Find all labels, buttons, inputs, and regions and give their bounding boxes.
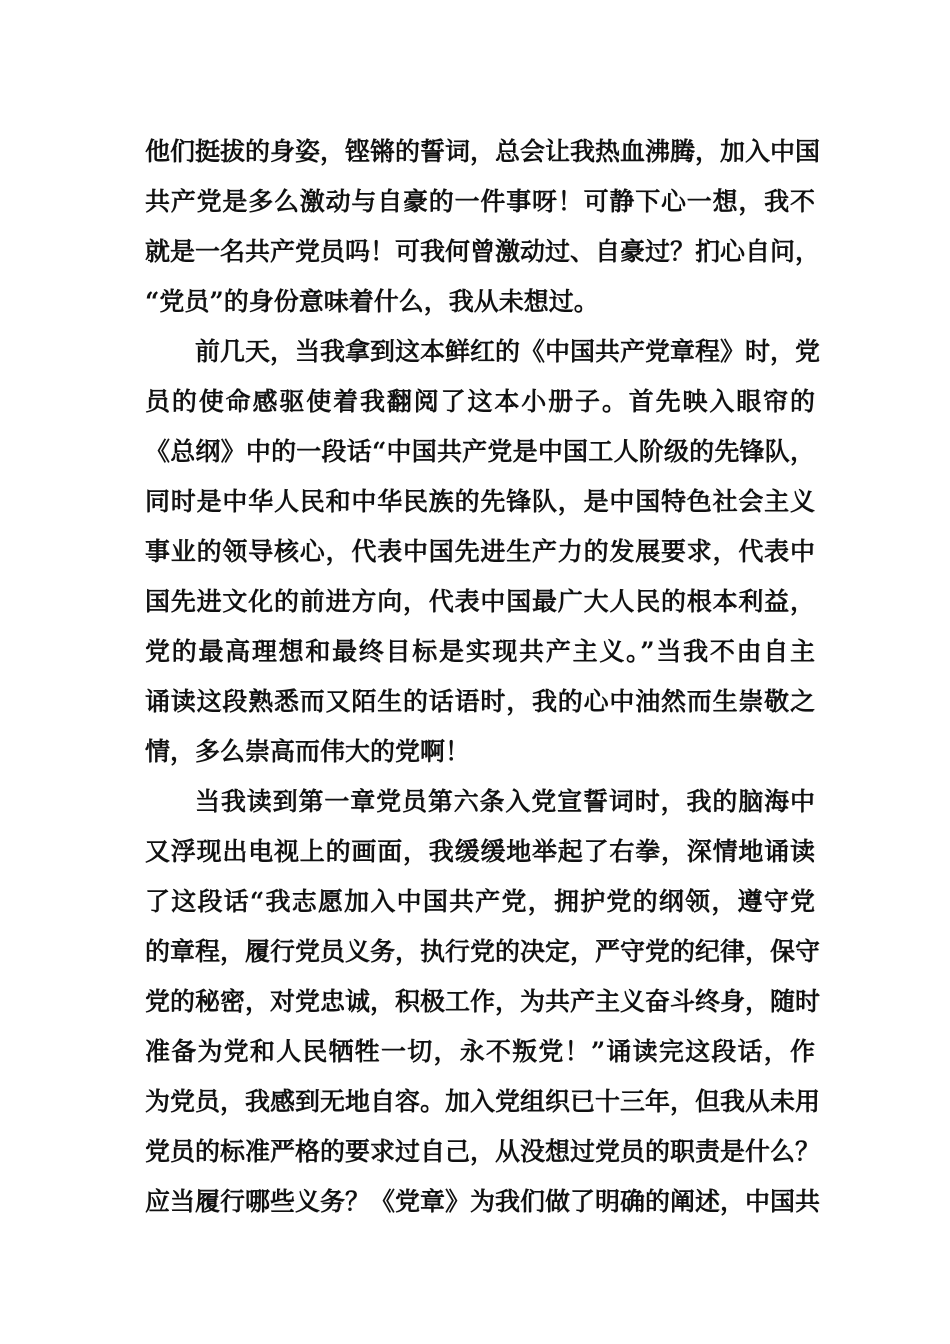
document-body [145,127,821,1227]
paragraph-1-line-4: “党员”的身份意味着什么，我从未想过。 [145,287,599,316]
paragraph-2-line-1: 前几天，当我拿到这本鲜红的《中国共产党章程》时，党 [195,337,821,366]
paragraph-3-line-9: 应当履行哪些义务？《党章》为我们做了明确的阐述，中国共 [145,1187,821,1216]
paragraph-2-line-4: 同时是中华人民和中华民族的先锋队，是中国特色社会主义 [145,487,815,516]
paragraph-1-line-3: 就是一名共产党员吗！可我何曾激动过、自豪过？扪心自问， [145,237,821,266]
paragraph-3-line-6: 准备为党和人民牺牲一切，永不叛党！”诵读完这段话，作 [145,1037,815,1066]
paragraph-3-line-4: 的章程，履行党员义务，执行党的决定，严守党的纪律，保守 [145,937,821,966]
paragraph-1-line-1: 他们挺拔的身姿，铿锵的誓词，总会让我热血沸腾，加入中国 [145,137,821,166]
paragraph-2-line-7: 党的最高理想和最终目标是实现共产主义。”当我不由自主 [145,637,815,666]
paragraph-3-line-8: 党员的标准严格的要求过自己，从没想过党员的职责是什么？ [145,1137,821,1166]
paragraph-2-line-2: 员的使命感驱使着我翻阅了这本小册子。首先映入眼帘的 [145,387,815,416]
paragraph-3-line-1: 当我读到第一章党员第六条入党宣誓词时，我的脑海中 [195,787,815,816]
paragraph-3-line-2: 又浮现出电视上的画面，我缓缓地举起了右拳，深情地诵读 [145,837,815,866]
paragraph-2-line-5: 事业的领导核心，代表中国先进生产力的发展要求，代表中 [145,537,815,566]
paragraph-1-line-2: 共产党是多么激动与自豪的一件事呀！可静下心一想，我不 [145,187,815,216]
paragraph-2-line-6: 国先进文化的前进方向，代表中国最广大人民的根本利益， [145,587,815,616]
paragraph-2-line-8: 诵读这段熟悉而又陌生的话语时，我的心中油然而生崇敬之 [145,687,815,716]
paragraph-3-line-7: 为党员，我感到无地自容。加入党组织已十三年，但我从未用 [145,1087,821,1116]
paragraph-3-line-3: 了这段话“我志愿加入中国共产党，拥护党的纲领，遵守党 [145,887,815,916]
paragraph-3-line-5: 党的秘密，对党忠诚，积极工作，为共产主义奋斗终身，随时 [145,987,821,1016]
paragraph-2-line-3: 《总纲》中的一段话“中国共产党是中国工人阶级的先锋队， [145,437,815,466]
paragraph-2-line-9: 情，多么崇高而伟大的党啊！ [145,737,471,766]
